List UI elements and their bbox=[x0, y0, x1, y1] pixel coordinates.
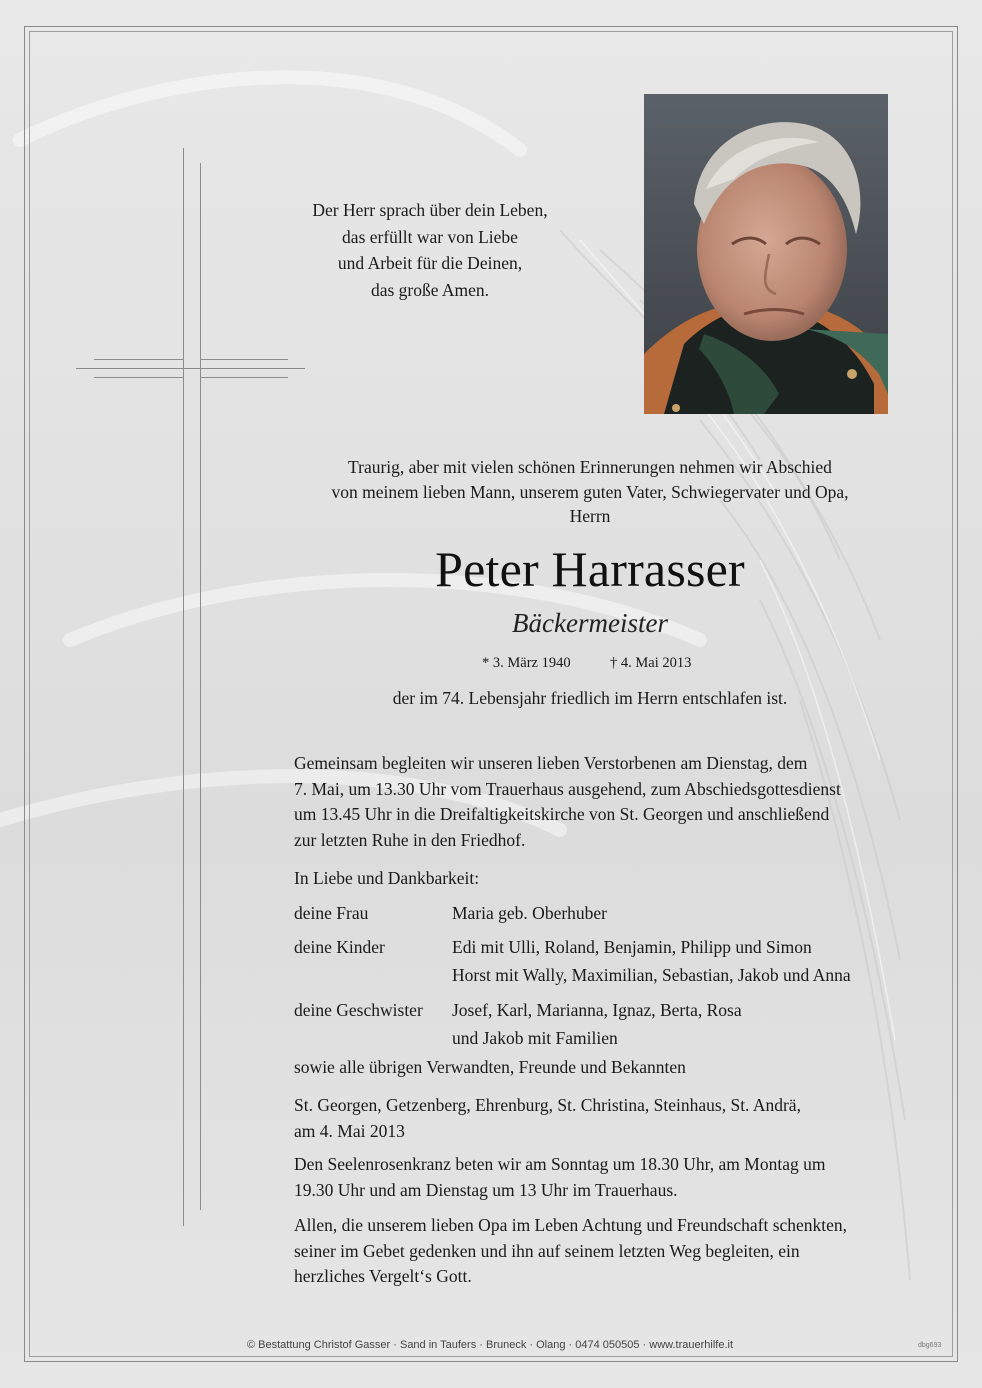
mourner-names: und Jakob mit Familien bbox=[452, 1028, 618, 1048]
death-date: † 4. Mai 2013 bbox=[610, 655, 692, 671]
mourner-names: Maria geb. Oberhuber bbox=[452, 903, 608, 923]
birth-date: * 3. März 1940 bbox=[482, 655, 571, 671]
mourner-label: deine Kinder bbox=[294, 937, 385, 957]
footer-code: dbg693 bbox=[918, 1342, 942, 1349]
intro-line: von meinem lieben Mann, unserem guten Vater, Schwiegervater und Opa, bbox=[331, 481, 849, 502]
footer-credit: © Bestattung Christof Gasser · Sand in Taufers · Bruneck · Olang · 0474 050505 · www.trauerhilfe.it bbox=[246, 1339, 734, 1351]
place-date bbox=[294, 1093, 801, 1144]
mourner-names: Horst mit Wally, Maximilian, Sebastian, Jakob und Anna bbox=[452, 965, 851, 985]
mourner-names: Josef, Karl, Marianna, Ignaz, Berta, Rosa bbox=[452, 1000, 742, 1020]
mourner-row-wife bbox=[294, 899, 914, 927]
funeral-line: 7. Mai, um 13.30 Uhr vom Trauerhaus ausgehend, zum Abschiedsgottesdienst bbox=[294, 778, 841, 799]
intro-line: Herrn bbox=[569, 506, 611, 526]
rosary-text bbox=[294, 1152, 825, 1203]
quote-line: das große Amen. bbox=[370, 279, 490, 300]
quote-line: Der Herr sprach über dein Leben, bbox=[312, 200, 548, 220]
thanks-line: Allen, die unserem lieben Opa im Leben Achtung und Freundschaft schenkten, bbox=[294, 1215, 848, 1235]
funeral-line: zur letzten Ruhe in den Friedhof. bbox=[294, 829, 526, 850]
bible-quote bbox=[300, 197, 560, 303]
portrait-photo bbox=[644, 94, 888, 414]
mourner-row-children bbox=[294, 933, 914, 989]
rosary-line: 19.30 Uhr und am Dienstag um 13 Uhr im Trauerhaus. bbox=[294, 1179, 678, 1200]
mourner-label: deine Geschwister bbox=[294, 1000, 423, 1020]
place-date-line: St. Georgen, Getzenberg, Ehrenburg, St. Christina, Steinhaus, St. Andrä, bbox=[294, 1095, 801, 1115]
thanks-line: seiner im Gebet gedenken und ihn auf seinem letzten Weg begleiten, ein bbox=[294, 1240, 800, 1261]
funeral-line: um 13.45 Uhr in die Dreifaltigkeitskirche von St. Georgen und anschließend bbox=[294, 804, 830, 824]
place-date-line: am 4. Mai 2013 bbox=[294, 1120, 405, 1141]
intro-line: Traurig, aber mit vielen schönen Erinnerungen nehmen wir Abschied bbox=[348, 457, 832, 477]
funeral-line: Gemeinsam begleiten wir unseren lieben Verstorbenen am Dienstag, dem bbox=[294, 753, 808, 773]
quote-line: das erfüllt war von Liebe bbox=[342, 226, 518, 247]
intro-text bbox=[230, 455, 950, 529]
life-dates bbox=[400, 652, 780, 674]
deceased-profession: Bäckermeister bbox=[512, 608, 668, 638]
age-line: der im 74. Lebensjahr friedlich im Herrn entschlafen ist. bbox=[392, 688, 788, 708]
mourner-row-siblings bbox=[294, 996, 914, 1052]
thanks-line: herzliches Vergelt‘s Gott. bbox=[294, 1266, 472, 1286]
quote-line: und Arbeit für die Deinen, bbox=[337, 253, 523, 273]
mourners-others: sowie alle übrigen Verwandten, Freunde und Bekannten bbox=[294, 1057, 686, 1077]
funeral-text bbox=[294, 751, 841, 853]
mourners-heading: In Liebe und Dankbarkeit: bbox=[294, 868, 480, 888]
thanks-text bbox=[294, 1213, 847, 1290]
mourner-label: deine Frau bbox=[294, 903, 369, 923]
deceased-name: Peter Harrasser bbox=[435, 541, 745, 597]
rosary-line: Den Seelenrosenkranz beten wir am Sonntag um 18.30 Uhr, am Montag um bbox=[294, 1154, 826, 1174]
mourner-names: Edi mit Ulli, Roland, Benjamin, Philipp und Simon bbox=[452, 937, 812, 957]
